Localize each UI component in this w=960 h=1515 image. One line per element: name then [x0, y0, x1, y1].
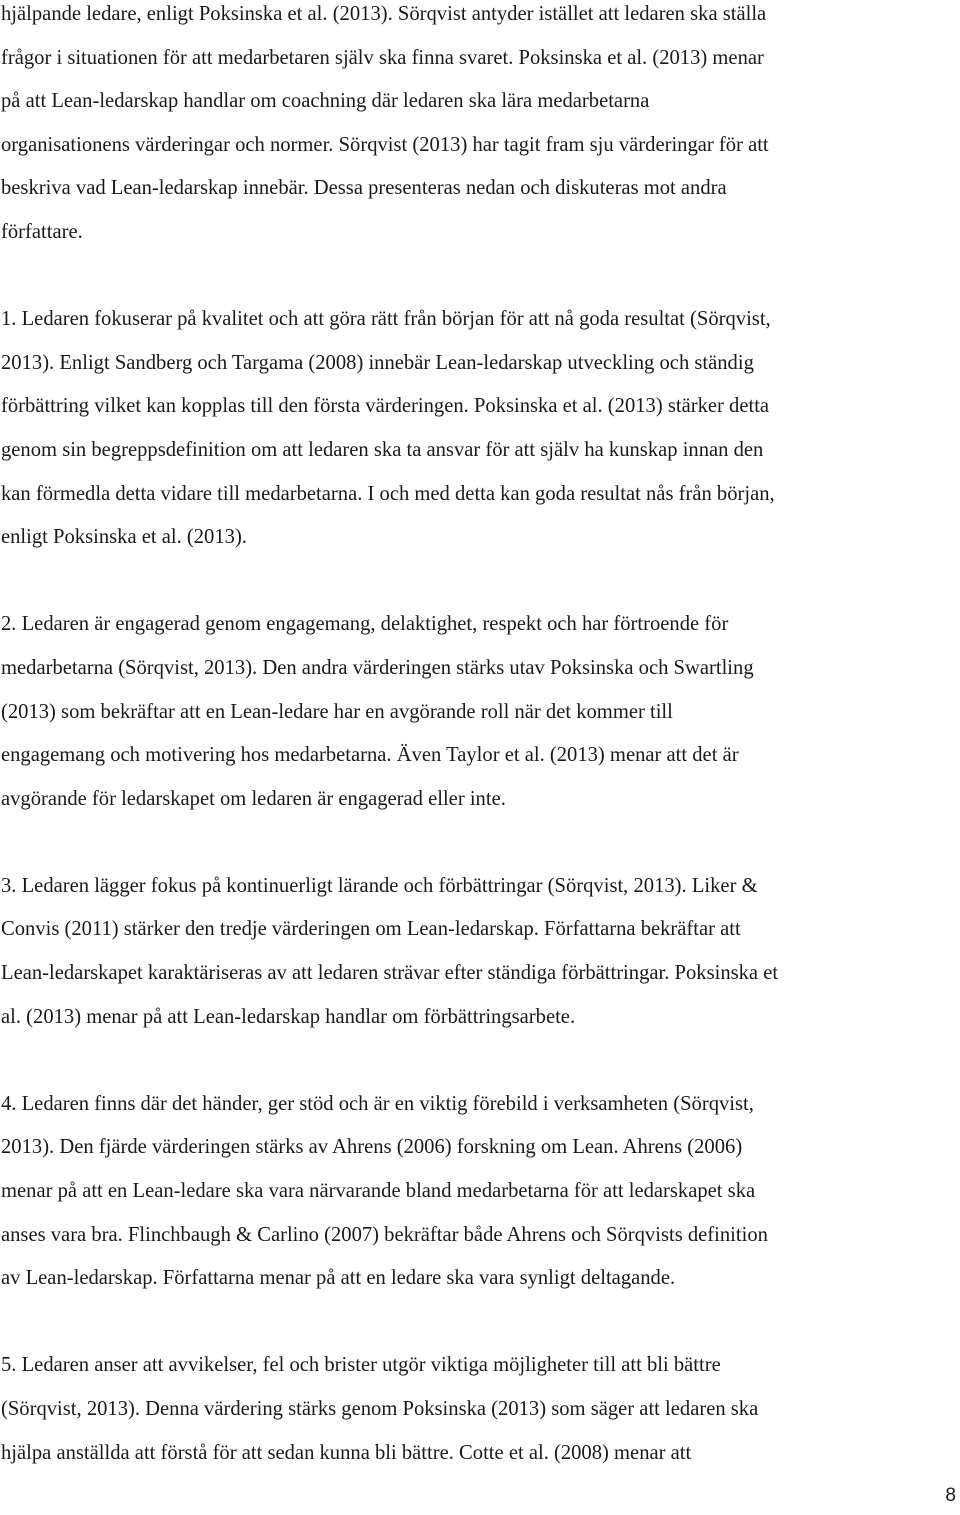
- text-line: hjälpande ledare, enligt Poksinska et al. (2013). Sörqvist antyder istället att ledaren ska ställa: [1, 3, 767, 25]
- text-line: engagemang och motivering hos medarbetarna. Även Taylor et al. (2013) menar att det är: [1, 744, 739, 767]
- text-line: kan förmedla detta vidare till medarbetarna. I och med detta kan goda resultat nås från början,: [1, 482, 775, 505]
- paragraph-gap: [1, 1039, 960, 1083]
- text-line: enligt Poksinska et al. (2013).: [1, 526, 247, 549]
- text-line: författare.: [1, 220, 83, 243]
- paragraph-value-1: [1, 298, 960, 560]
- body-text: [1, 0, 960, 1475]
- text-line: 1. Ledaren fokuserar på kvalitet och att göra rätt från början för att nå goda resultat (Sörqvist,: [1, 308, 771, 331]
- paragraph-value-2: [1, 603, 960, 821]
- paragraph-intro: [1, 0, 960, 255]
- page-number: 8: [945, 1485, 956, 1506]
- paragraph-gap: [1, 560, 960, 604]
- paragraph-gap: [1, 821, 960, 865]
- text-line: 2013). Den fjärde värderingen stärks av Ahrens (2006) forskning om Lean. Ahrens (2006): [1, 1136, 743, 1159]
- text-line: beskriva vad Lean-ledarskap innebär. Dessa presenteras nedan och diskuteras mot andra: [1, 177, 727, 200]
- text-line: 3. Ledaren lägger fokus på kontinuerligt lärande och förbättringar (Sörqvist, 2013). Liker &: [1, 874, 758, 897]
- text-line: 2013). Enligt Sandberg och Targama (2008) innebär Lean-ledarskap utveckling och ständig: [1, 351, 754, 374]
- paragraph-value-5: [1, 1344, 960, 1475]
- text-line: förbättring vilket kan kopplas till den första värderingen. Poksinska et al. (2013) stärker detta: [1, 395, 770, 418]
- text-line: medarbetarna (Sörqvist, 2013). Den andra värderingen stärks utav Poksinska och Swartling: [1, 656, 754, 679]
- paragraph-value-4: [1, 1083, 960, 1301]
- paragraph-gap: [1, 255, 960, 299]
- text-line: av Lean-ledarskap. Författarna menar på att en ledare ska vara synligt deltagande.: [1, 1267, 676, 1290]
- text-line: (2013) som bekräftar att en Lean-ledare har en avgörande roll när det kommer till: [1, 700, 673, 723]
- text-line: 5. Ledaren anser att avvikelser, fel och brister utgör viktiga möjligheter till att bli bättre: [1, 1354, 721, 1377]
- text-line: (Sörqvist, 2013). Denna värdering stärks genom Poksinska (2013) som säger att ledaren ska: [1, 1398, 759, 1420]
- text-line: avgörande för ledarskapet om ledaren är engagerad eller inte.: [1, 787, 506, 810]
- text-line: al. (2013) menar på att Lean-ledarskap handlar om förbättringsarbete.: [1, 1005, 576, 1028]
- text-line: anses vara bra. Flinchbaugh & Carlino (2007) bekräftar både Ahrens och Sörqvists definition: [1, 1223, 768, 1246]
- paragraph-value-3: [1, 865, 960, 1039]
- text-line: på att Lean-ledarskap handlar om coachning där ledaren ska lära medarbetarna: [1, 90, 650, 113]
- text-line: hjälpa anställda att förstå för att sedan kunna bli bättre. Cotte et al. (2008) menar att: [1, 1441, 692, 1464]
- text-line: 2. Ledaren är engagerad genom engagemang, delaktighet, respekt och har förtroende för: [1, 613, 729, 636]
- paragraph-gap: [1, 1301, 960, 1345]
- text-line: menar på att en Lean-ledare ska vara närvarande bland medarbetarna för att ledarskapet ska: [1, 1180, 756, 1203]
- text-line: frågor i situationen för att medarbetaren själv ska finna svaret. Poksinska et al. (2013) menar: [1, 46, 764, 69]
- text-line: organisationens värderingar och normer. Sörqvist (2013) har tagit fram sju värderingar för att: [1, 133, 769, 156]
- text-line: 4. Ledaren finns där det händer, ger stöd och är en viktig förebild i verksamheten (Sörqvist,: [1, 1092, 754, 1115]
- text-line: Convis (2011) stärker den tredje värderingen om Lean-ledarskap. Författarna bekräftar att: [1, 918, 741, 941]
- text-line: genom sin begreppsdefinition om att ledaren ska ta ansvar för att själv ha kunskap innan den: [1, 438, 764, 461]
- text-line: Lean-ledarskapet karaktäriseras av att ledaren strävar efter ständiga förbättringar. Poksinska et: [1, 962, 779, 985]
